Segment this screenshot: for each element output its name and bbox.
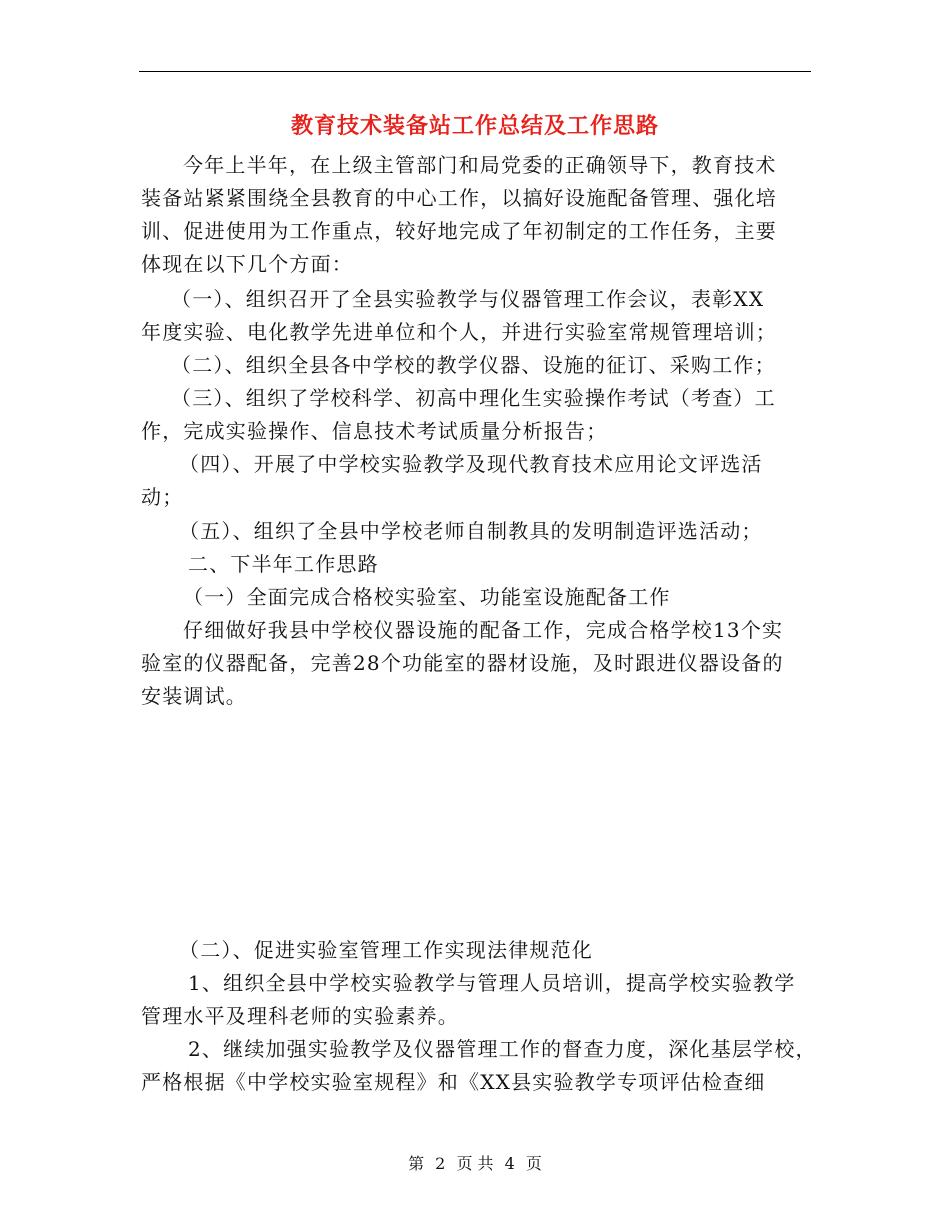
page-footer bbox=[0, 1152, 950, 1176]
subsection-heading: （一）全面完成合格校实验室、功能室设施配备工作 bbox=[183, 585, 671, 609]
paragraph-line: 仔细做好我县中学校仪器设施的配备工作，完成合格学校13个实 bbox=[183, 618, 784, 642]
paragraph-line: 管理水平及理科老师的实验素养。 bbox=[141, 1004, 459, 1028]
paragraph-line: （五）、组织了全县中学校老师自制教具的发明制造评选活动； bbox=[179, 519, 763, 543]
section-heading: 二、下半年工作思路 bbox=[188, 552, 379, 576]
total-page-number: 4 bbox=[504, 1154, 515, 1173]
subsection-heading: （二）、促进实验室管理工作实现法律规范化 bbox=[179, 938, 593, 962]
footer-prefix: 第 bbox=[408, 1154, 425, 1173]
header-rule bbox=[139, 71, 811, 72]
paragraph-line: 装备站紧紧围绕全县教育的中心工作，以搞好设施配备管理、强化培 bbox=[141, 186, 777, 210]
current-page-number: 2 bbox=[435, 1154, 446, 1173]
document-title: 教育技术装备站工作总结及工作思路 bbox=[290, 113, 659, 139]
paragraph-line: 体现在以下几个方面： bbox=[141, 252, 353, 276]
paragraph-line: 安装调试。 bbox=[141, 684, 247, 708]
footer-middle: 页 共 bbox=[456, 1154, 494, 1173]
paragraph-line: 作，完成实验操作、信息技术考试质量分析报告； bbox=[141, 419, 608, 443]
paragraph-line: 年度实验、电化教学先进单位和个人，并进行实验室常规管理培训； bbox=[141, 320, 777, 344]
paragraph-line: 验室的仪器配备，完善28个功能室的器材设施，及时跟进仪器设备的 bbox=[141, 651, 784, 675]
footer-suffix: 页 bbox=[525, 1154, 542, 1173]
paragraph-line: 今年上半年，在上级主管部门和局党委的正确领导下，教育技术 bbox=[183, 153, 777, 177]
paragraph-line: 训、促进使用为工作重点，较好地完成了年初制定的工作任务，主要 bbox=[141, 219, 777, 243]
paragraph-line: （三）、组织了学校科学、初高中理化生实验操作考试（考查）工 bbox=[171, 386, 776, 410]
paragraph-line: （一）、组织召开了全县实验教学与仪器管理工作会议，表彰XX bbox=[171, 287, 765, 311]
paragraph-line: 2、继续加强实验教学及仪器管理工作的督查力度，深化基层学校， bbox=[188, 1037, 817, 1061]
paragraph-line: 严格根据《中学校实验室规程》和《XX县实验教学专项评估检查细 bbox=[141, 1070, 766, 1094]
paragraph-line: 1、组织全县中学校实验教学与管理人员培训，提高学校实验教学 bbox=[188, 971, 796, 995]
paragraph-line: 动； bbox=[141, 485, 184, 509]
paragraph-line: （四）、开展了中学校实验教学及现代教育技术应用论文评选活 bbox=[179, 452, 763, 476]
paragraph-line: （二）、组织全县各中学校的教学仪器、设施的征订、采购工作； bbox=[171, 353, 776, 377]
